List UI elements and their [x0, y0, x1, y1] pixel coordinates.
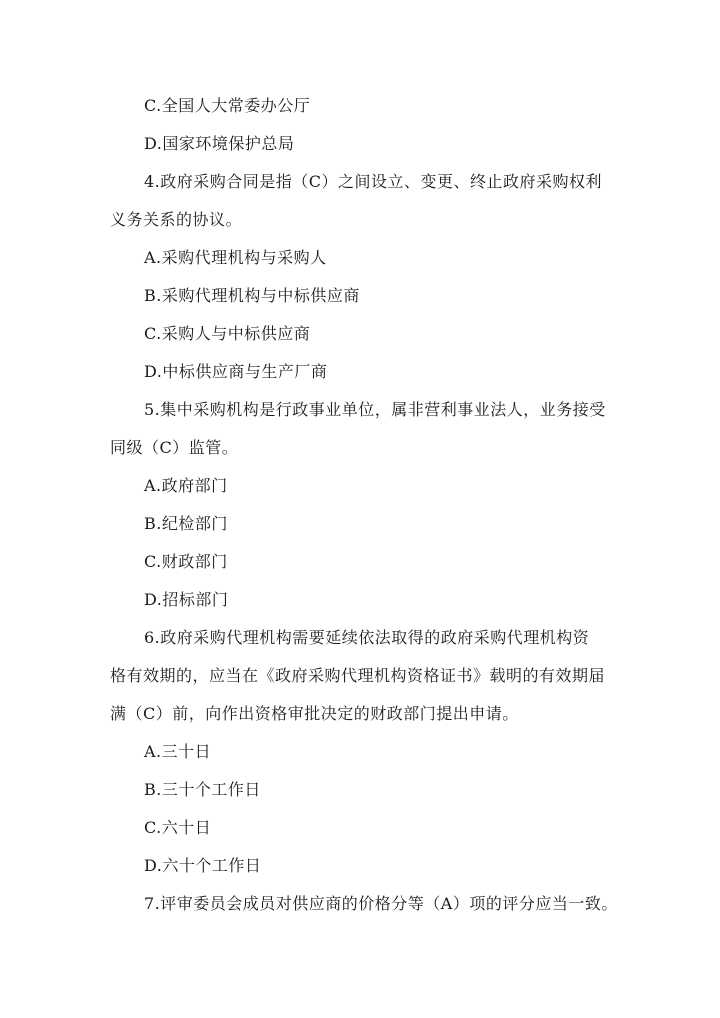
- question-continuation: 义务关系的协议。: [110, 210, 243, 229]
- question-continuation: 格有效期的，应当在《政府采购代理机构资格证书》载明的有效期届: [110, 666, 606, 685]
- option-line: A.政府部门: [144, 476, 228, 495]
- option-line: B.三十个工作日: [144, 780, 261, 799]
- option-line: C.全国人大常委办公厅: [144, 96, 311, 115]
- question-line: 4.政府采购合同是指（C）之间设立、变更、终止政府采购权利: [144, 172, 603, 191]
- option-line: D.六十个工作日: [144, 856, 262, 875]
- option-line: B.采购代理机构与中标供应商: [144, 286, 360, 305]
- option-line: D.中标供应商与生产厂商: [144, 362, 328, 381]
- question-line: 5.集中采购机构是行政事业单位，属非营利事业法人，业务接受: [144, 400, 606, 419]
- option-line: B.纪检部门: [144, 514, 228, 533]
- option-line: C.财政部门: [144, 552, 228, 571]
- option-line: D.招标部门: [144, 590, 229, 609]
- question-line: 7.评审委员会成员对供应商的价格分等（A）项的评分应当一致。: [144, 894, 618, 913]
- option-line: D.国家环境保护总局: [144, 134, 295, 153]
- option-line: A.采购代理机构与采购人: [144, 248, 327, 267]
- question-continuation: 同级（C）监管。: [110, 438, 239, 457]
- option-line: C.六十日: [144, 818, 212, 837]
- option-line: C.采购人与中标供应商: [144, 324, 311, 343]
- option-line: A.三十日: [144, 742, 212, 761]
- question-continuation: 满（C）前，向作出资格审批决定的财政部门提出申请。: [110, 704, 519, 723]
- question-line: 6.政府采购代理机构需要延续依法取得的政府采购代理机构资: [144, 628, 590, 647]
